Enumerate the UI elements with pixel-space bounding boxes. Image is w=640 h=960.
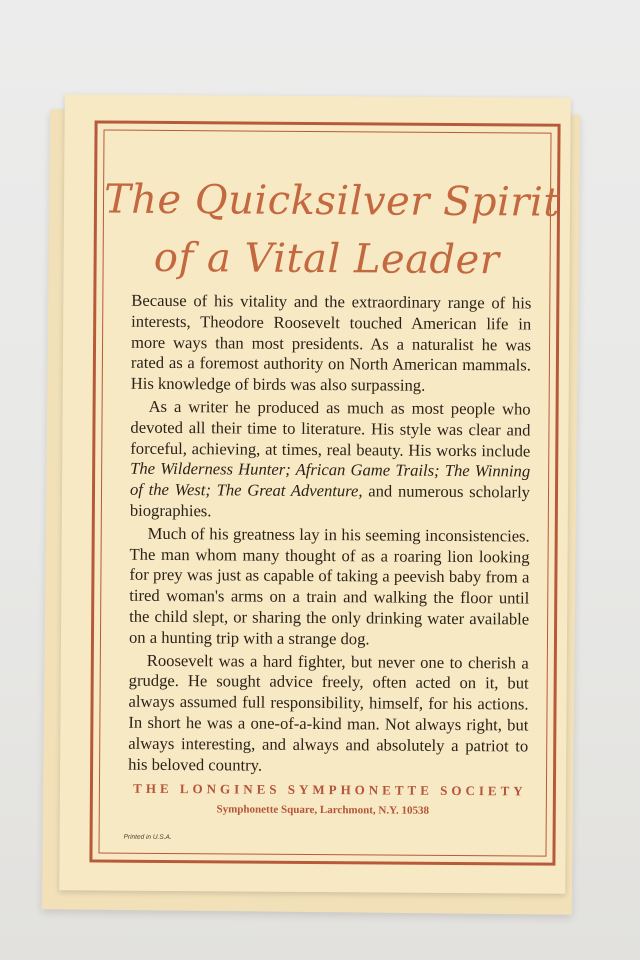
- printed-in-usa: Printed in U.S.A.: [123, 833, 172, 842]
- paragraph-writer: [130, 397, 531, 525]
- inner-border-frame: [98, 130, 561, 857]
- paragraph-vitality: Because of his vitality and the extraordinary range of his interests, Theodore Roosevelt touched American life in more ways than most presidents. As a naturalist he was rated as a foremost authority on North American mammals. His knowledge of birds was also surpassing.: [130, 290, 532, 395]
- paragraph-writer-end: and numerous scholarly biographies.: [129, 481, 531, 521]
- works-list: The Wilderness Hunter; African Game Trails; The Winning of the West; The Great Adventure,: [129, 459, 531, 501]
- title-line-1: The Quicksilver Spirit: [103, 176, 561, 226]
- body-text: [128, 291, 531, 780]
- paragraph-greatness: Much of his greatness lay in his seeming inconsistencies. The man whom many thought of as a roaring lion looking for prey was just as capable of taking a peevish baby from a tired woman's arms on a train and walking the floor until the child slept, or sharing the only drinking water available on a hunting trip with a strange dog.: [128, 523, 530, 649]
- paragraph-writer-intro: As a writer he produced as much as most people who devoted all their time to literature. His style was clear and forceful, achieving, at times, real beauty. His works include: [130, 396, 531, 461]
- leaflet-title: [103, 171, 561, 290]
- border-frame: [89, 120, 560, 865]
- society-address: Symphonette Square, Larchmont, N.Y. 10538: [216, 803, 430, 817]
- society-name: THE LONGINES SYMPHONETTE SOCIETY: [133, 780, 527, 799]
- title-line-2: of a Vital Leader: [153, 234, 500, 284]
- leaflet-card: [59, 94, 571, 894]
- paragraph-fighter: Roosevelt was a hard fighter, but never one to cherish a grudge. He sought advice freely, often acted on it, but always assumed full responsibility, himself, for his actions. In short he was a one-of-a-kind man. Not always right, but always interesting, and always and absolutely a patriot to his beloved country.: [128, 650, 529, 775]
